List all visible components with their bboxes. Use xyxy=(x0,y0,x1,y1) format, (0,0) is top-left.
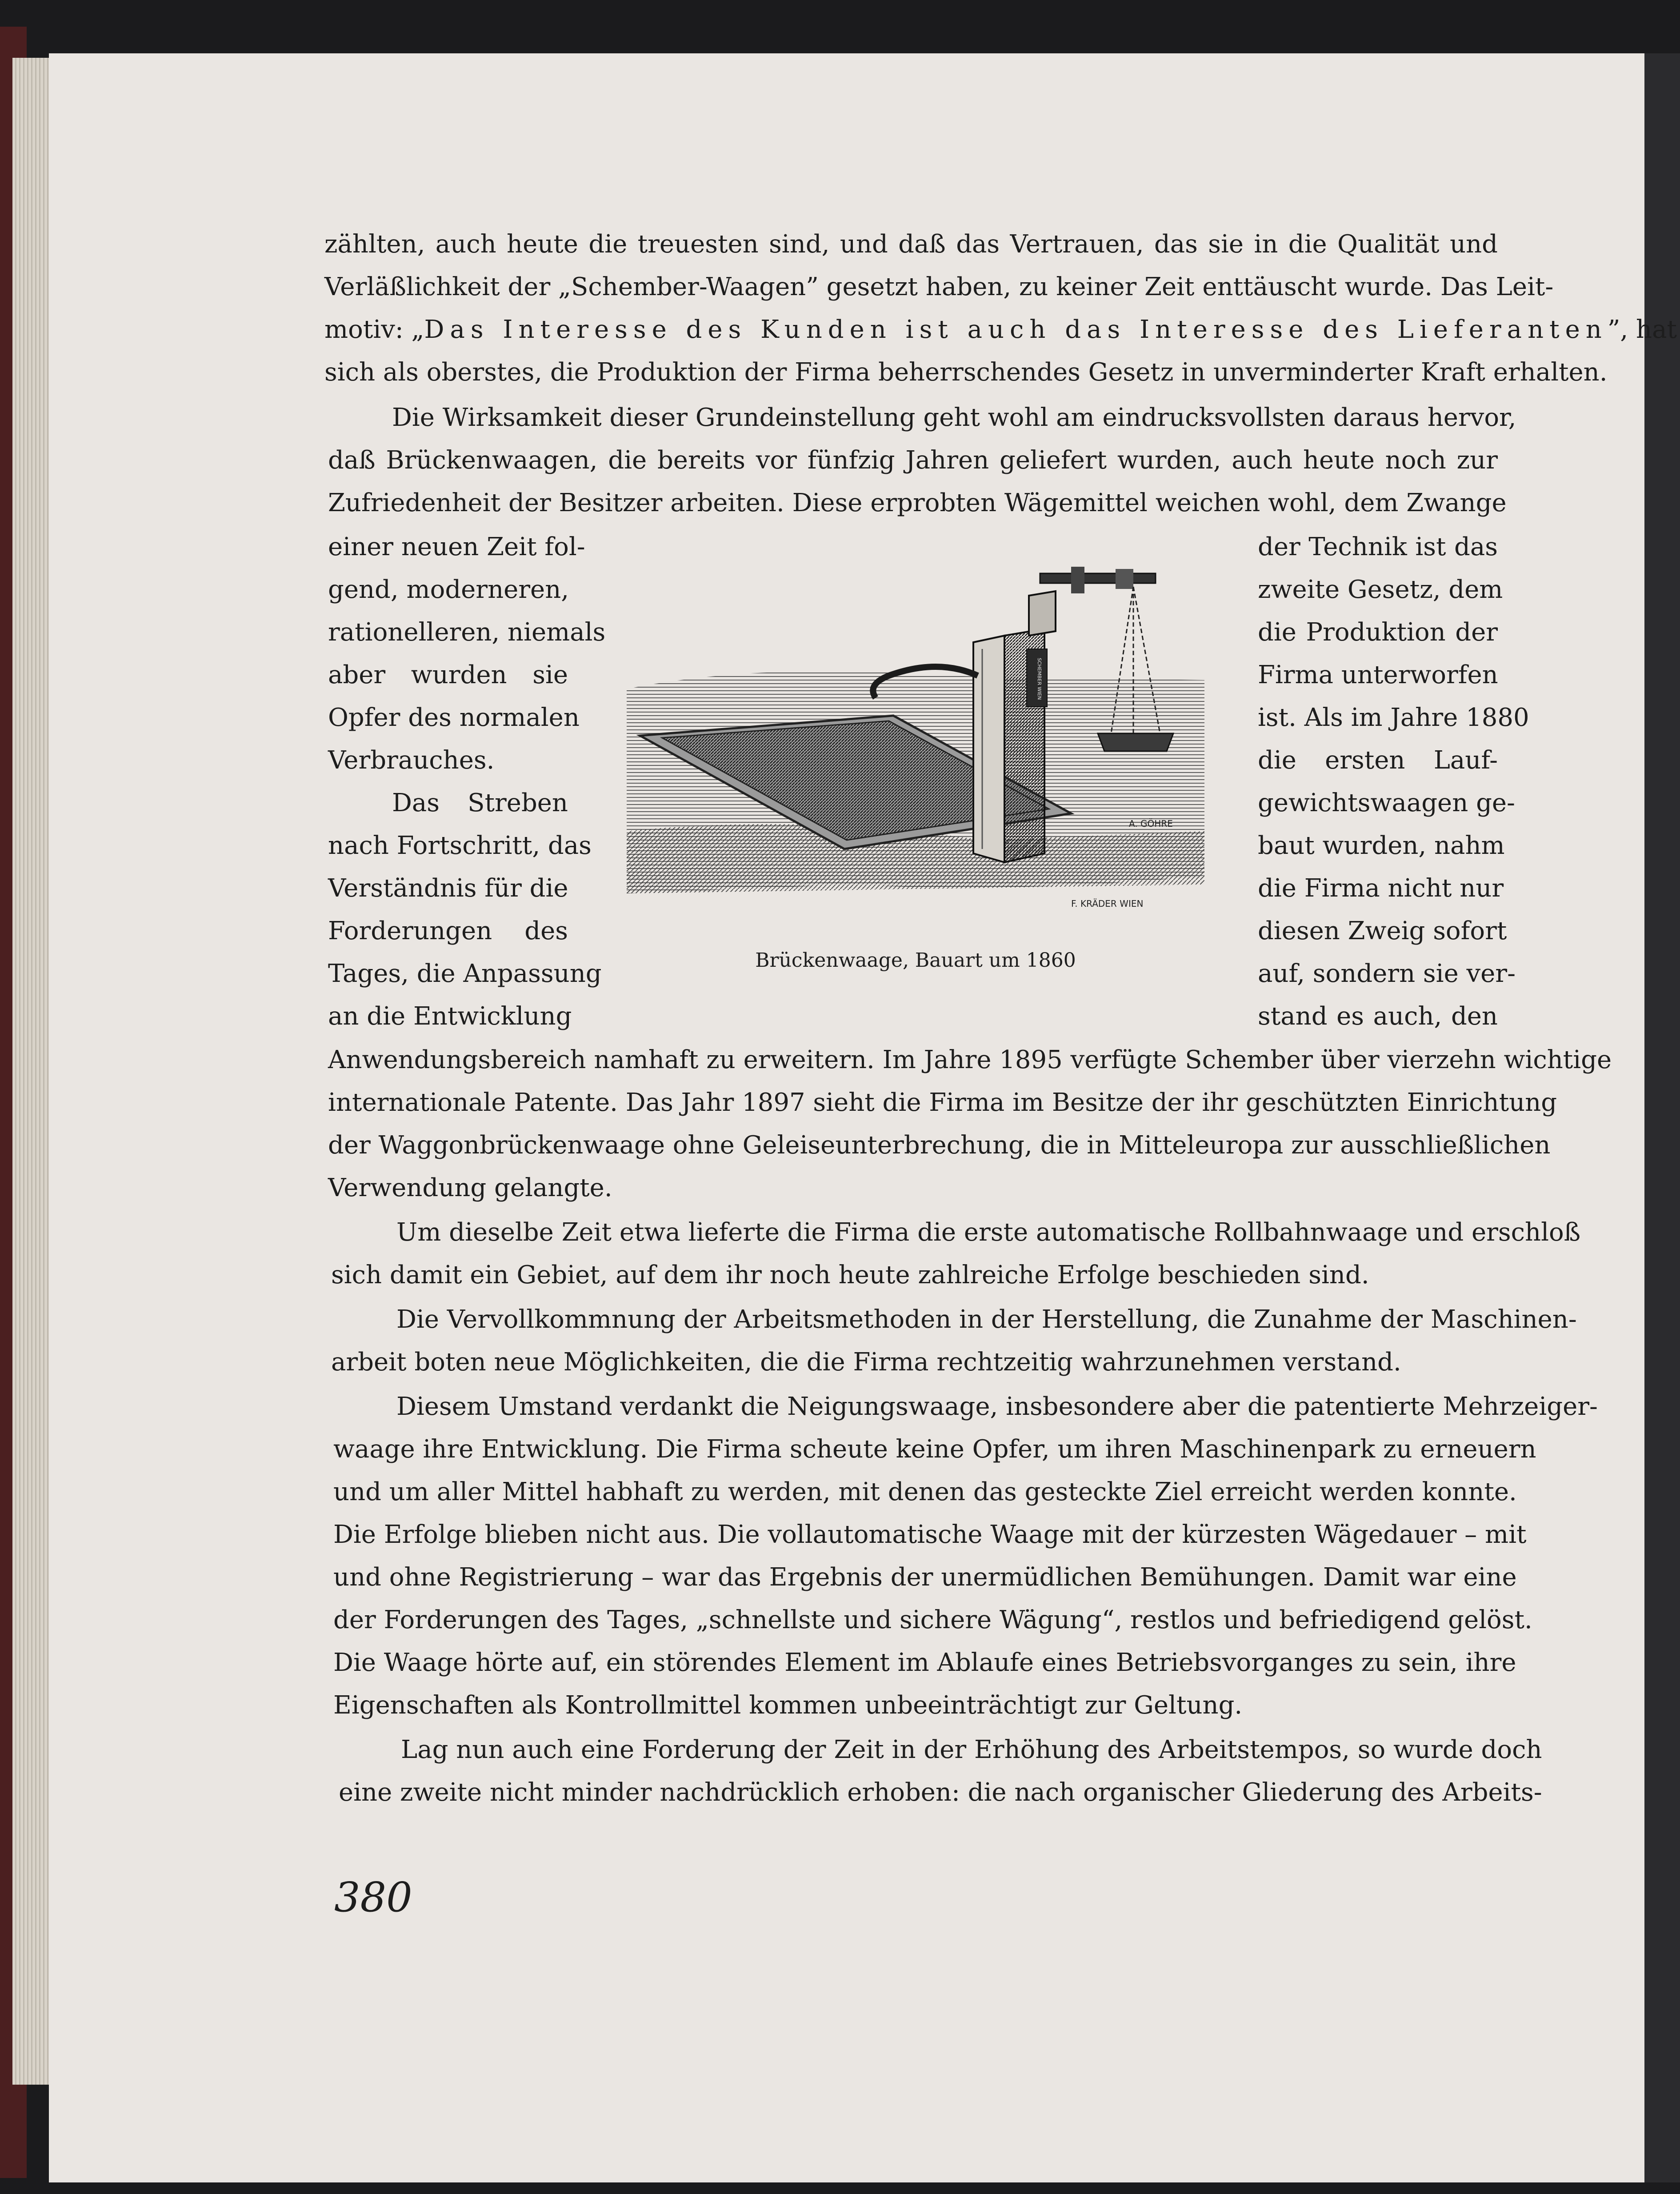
motto-line xyxy=(324,308,1677,352)
column-left-line: Tages, die Anpassung xyxy=(328,959,602,988)
text-line: Die Vervollkommnung der Arbeitsmethoden in der Herstellung, die Zunahme der Maschinen- xyxy=(396,1305,1577,1334)
text-line: Verläßlichkeit der „Schember-Waagen” gesetzt haben, zu keiner Zeit enttäuscht wurde. Das Leit- xyxy=(324,272,1554,301)
column-left-line: Verbrauches. xyxy=(328,746,495,775)
column-left-line: Opfer des normalen xyxy=(328,703,580,732)
motto-suffix: ”, hat xyxy=(1607,315,1677,344)
column-right-line: stand es auch, den xyxy=(1258,1002,1498,1031)
column-left-line: aber wurden sie xyxy=(328,661,568,689)
text-line: der Waggonbrückenwaage ohne Geleiseunterbrechung, die in Mitteleuropa zur ausschließlichen xyxy=(328,1131,1551,1160)
text-line: Zufriedenheit der Besitzer arbeiten. Diese erprobten Wägemittel weichen wohl, dem Zwange xyxy=(328,488,1507,517)
text-line: Eigenschaften als Kontrollmittel kommen unbeeinträchtigt zur Geltung. xyxy=(333,1691,1243,1720)
text-line: Die Wirksamkeit dieser Grundeinstellung geht wohl am eindrucksvollsten daraus hervor, xyxy=(392,403,1516,432)
column-left-line: Forderungen des xyxy=(328,917,568,945)
column-left-line: Verständnis für die xyxy=(328,874,568,903)
text-line: Diesem Umstand verdankt die Neigungswaage, insbesondere aber die patentierte Mehrzeiger- xyxy=(396,1392,1598,1421)
text-line: daß Brückenwaagen, die bereits vor fünfzig Jahren geliefert wurden, auch heute noch zur xyxy=(328,446,1498,475)
text-line: Lag nun auch eine Forderung der Zeit in der Erhöhung des Arbeitstempos, so wurde doch xyxy=(401,1735,1542,1764)
column-right-line: die ersten Lauf- xyxy=(1258,746,1498,775)
weight-pan xyxy=(1098,733,1173,751)
column-right-line: diesen Zweig sofort xyxy=(1258,917,1507,945)
column-right-line: ist. Als im Jahre 1880 xyxy=(1258,703,1529,732)
column-right-line: die Firma nicht nur xyxy=(1258,874,1504,903)
column-right-line: Firma unterworfen xyxy=(1258,661,1498,689)
plate-text: SCHEMBER WIEN xyxy=(1036,658,1042,700)
text-line: der Forderungen des Tages, „schnellste und sichere Wägung“, restlos und befriedigend gelöst. xyxy=(333,1605,1532,1634)
column-left-line: nach Fortschritt, das xyxy=(328,831,592,860)
engraver-signature: A. GÖHRE xyxy=(1129,818,1173,829)
column-right-line: auf, sondern sie ver- xyxy=(1258,959,1516,988)
text-line: sich als oberstes, die Produktion der Firma beherrschendes Gesetz in unverminderter Kraft erhalten. xyxy=(324,358,1608,387)
scale-pillar-front xyxy=(973,636,1004,862)
column-right-line: baut wurden, nahm xyxy=(1258,831,1505,860)
motto-spaced: Das Interesse des Kunden ist auch das Interesse des Lieferanten xyxy=(424,315,1608,344)
column-left-line: einer neuen Zeit fol- xyxy=(328,532,585,561)
column-left-line: an die Entwicklung xyxy=(328,1002,572,1031)
text-line: und um aller Mittel habhaft zu werden, mit denen das gesteckte Ziel erreicht werden konnte. xyxy=(333,1477,1517,1506)
column-right-line: gewichtswaagen ge- xyxy=(1258,789,1515,817)
column-left-line: gend, moderneren, xyxy=(328,575,569,604)
text-line: Anwendungsbereich namhaft zu erweitern. Im Jahre 1895 verfügte Schember über vierzehn wichtige xyxy=(328,1045,1612,1074)
text-line: eine zweite nicht minder nachdrücklich erhoben: die nach organischer Gliederung des Arbeits- xyxy=(339,1778,1542,1807)
text-line: Um dieselbe Zeit etwa lieferte die Firma die erste automatische Rollbahnwaage und erschloß xyxy=(396,1218,1581,1247)
text-line: zählten, auch heute die treuesten sind, und daß das Vertrauen, das sie in die Qualität und xyxy=(324,230,1498,259)
text-line: Verwendung gelangte. xyxy=(328,1173,612,1202)
printer-signature: F. KRÄDER WIEN xyxy=(1071,898,1144,909)
column-right-line: zweite Gesetz, dem xyxy=(1258,575,1503,604)
motto-prefix: motiv: „ xyxy=(324,315,424,344)
text-line: internationale Patente. Das Jahr 1897 sieht die Firma im Besitze der ihr geschützten Einrichtung xyxy=(328,1088,1557,1117)
text-line: arbeit boten neue Möglichkeiten, die die Firma rechtzeitig wahrzunehmen verstand. xyxy=(331,1348,1401,1377)
text-line: waage ihre Entwicklung. Die Firma scheute keine Opfer, um ihren Maschinenpark zu erneuern xyxy=(333,1435,1536,1464)
text-line: und ohne Registrierung – war das Ergebnis der unermüdlichen Bemühungen. Damit war eine xyxy=(333,1563,1517,1592)
page-number: 380 xyxy=(334,1874,412,1921)
text-line: sich damit ein Gebiet, auf dem ihr noch heute zahlreiche Erfolge beschieden sind. xyxy=(331,1261,1369,1289)
scale-illustration xyxy=(627,565,1204,920)
column-right-line: der Technik ist das xyxy=(1258,532,1498,561)
balance-beam xyxy=(1040,573,1156,583)
column-left-line: Das Streben xyxy=(392,789,568,817)
column-right-line: die Produktion der xyxy=(1258,618,1498,647)
text-line: Die Waage hörte auf, ein störendes Element im Ablaufe eines Betriebsvorganges zu sein, ihre xyxy=(333,1648,1516,1677)
column-left-line: rationelleren, niemals xyxy=(328,618,606,647)
text-line: Die Erfolge blieben nicht aus. Die vollautomatische Waage mit der kürzesten Wägedauer – mit xyxy=(333,1520,1527,1549)
figure-caption: Brückenwaage, Bauart um 1860 xyxy=(755,949,1076,972)
